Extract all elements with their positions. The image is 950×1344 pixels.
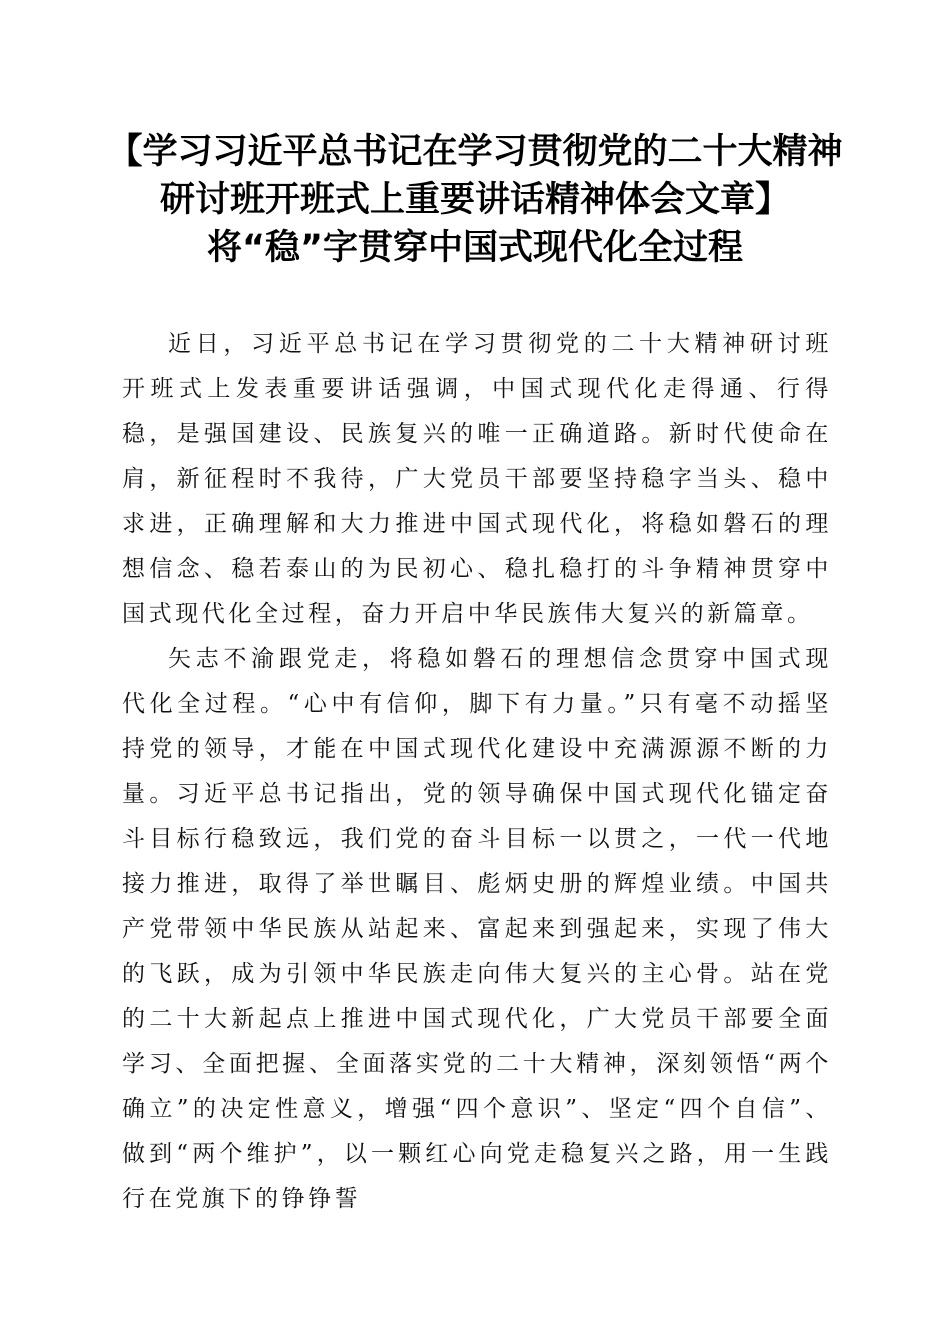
paragraph-2: 矢志不渝跟党走，将稳如磐石的理想信念贯穿中国式现代化全过程。“心中有信仰，脚下有力量。”只有毫不动摇坚持党的领导，才能在中国式现代化建设中充满源源不断的力量。习近平总书记指出，党的领导确保中国式现代化锚定奋斗目标行稳致远，我们党的奋斗目标一以贯之，一代一代地接力推进，取得了举世瞩目、彪炳史册的辉煌业绩。中国共产党带领中华民族从站起来、富起来到强起来，实现了伟大的飞跃，成为引领中华民族走向伟大复兴的主心骨。站在党的二十大新起点上推进中国式现代化，广大党员干部要全面学习、全面把握、全面落实党的二十大精神，深刻领悟“两个确立”的决定性意义，增强“四个意识”、坚定“四个自信”、做到“两个维护”，以一颗红心向党走稳复兴之路，用一生践行在党旗下的铮铮誓 xyxy=(122,646,832,1212)
paragraph-1: 近日，习近平总书记在学习贯彻党的二十大精神研讨班开班式上发表重要讲话强调，中国式现代化走得通、行得稳，是强国建设、民族复兴的唯一正确道路。新时代使命在肩，新征程时不我待，广大党员干部要坚持稳字当头、稳中求进，正确理解和大力推进中国式现代化，将稳如磐石的理想信念、稳若泰山的为民初心、稳扎稳打的斗争精神贯穿中国式现代化全过程，奋力开启中华民族伟大复兴的新篇章。 xyxy=(122,331,832,627)
document-title: 【学习习近平总书记在学习贯彻党的二十大精神研讨班开班式上重要讲话精神体会文章】将“稳”字贯穿中国式现代化全过程 xyxy=(107,132,843,268)
document-body xyxy=(122,322,832,1222)
